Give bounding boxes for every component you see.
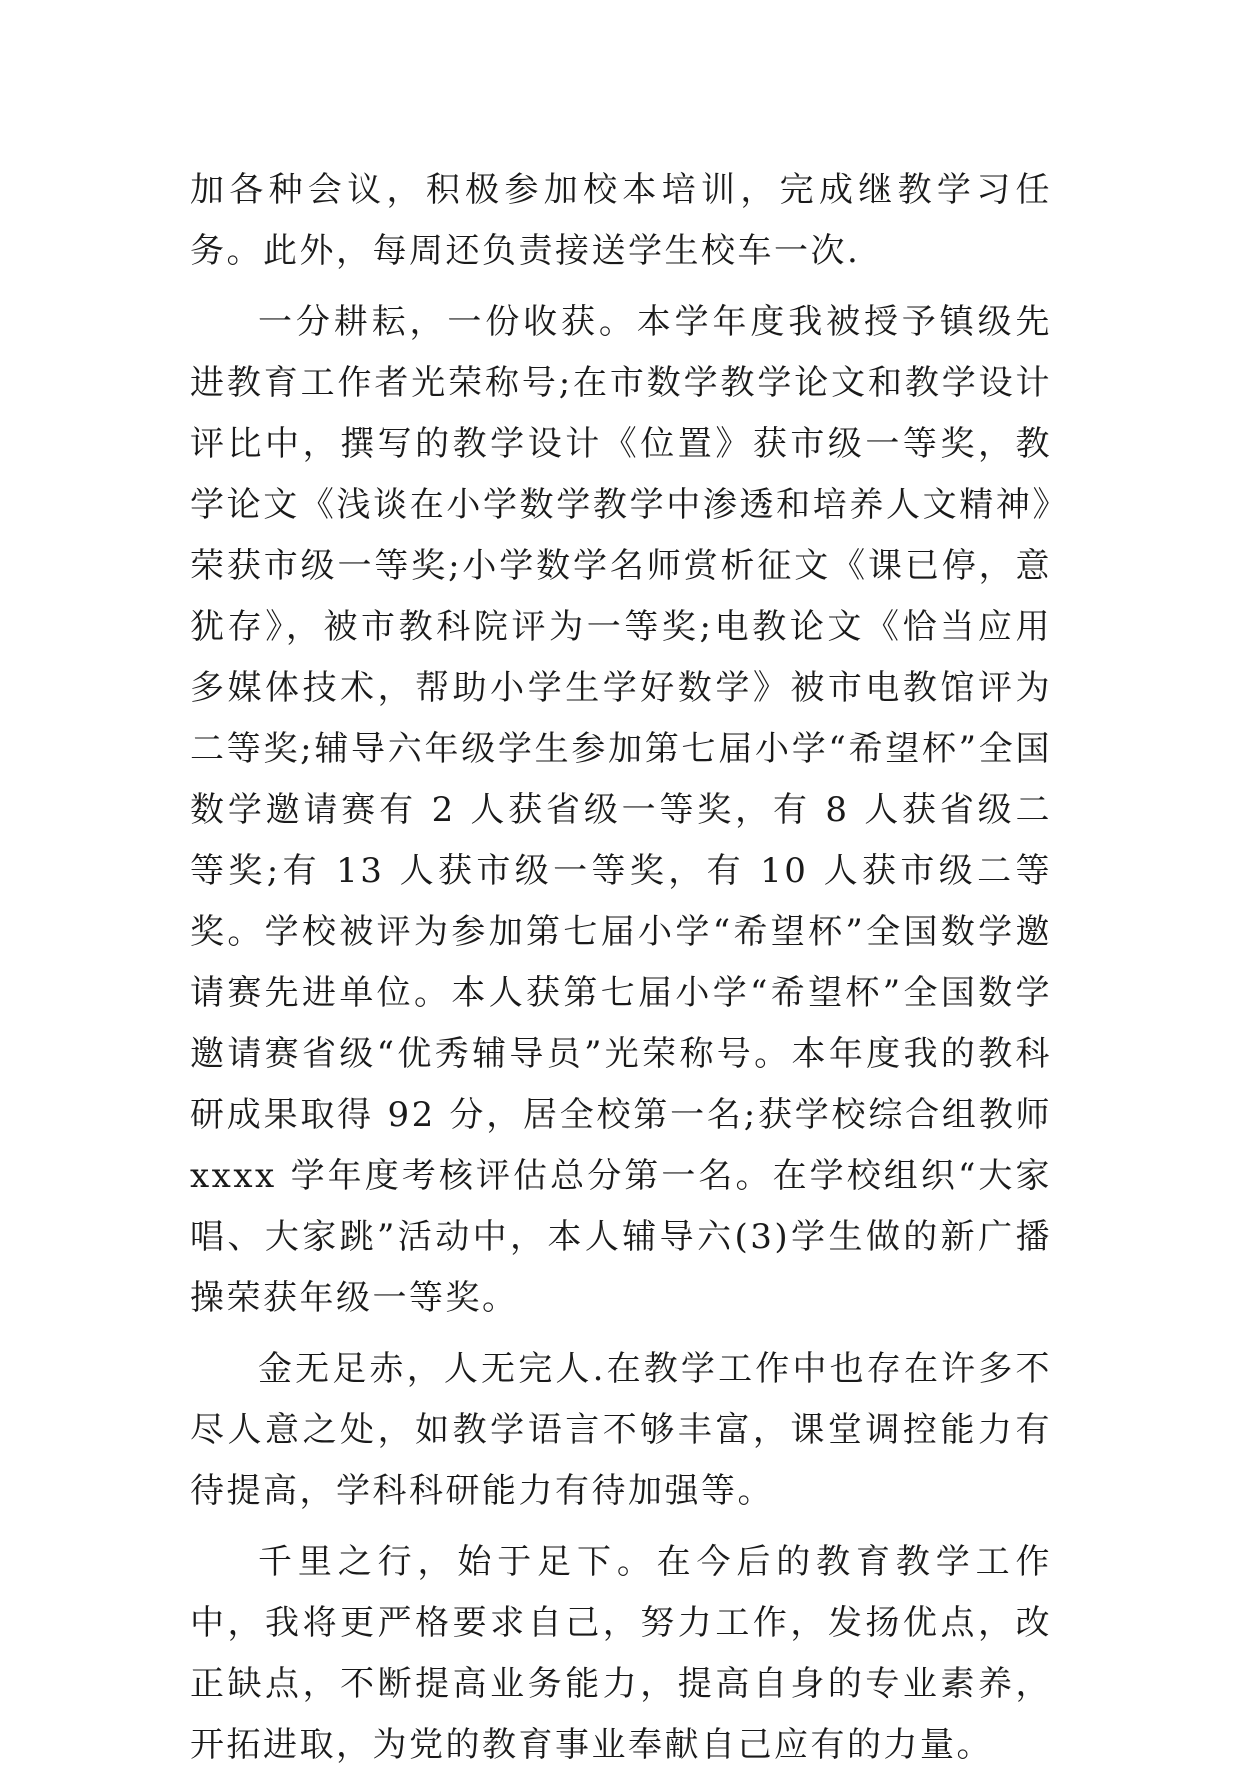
paragraph-continuation: 加各种会议，积极参加校本培训，完成继教学习任务。此外，每周还负责接送学生校车一次. (190, 170, 1052, 271)
paragraph-achievements: 一分耕耘，一份收获。本学年度我被授予镇级先进教育工作者光荣称号;在市数学教学论文和教学设计评比中，撰写的教学设计《位置》获市级一等奖，教学论文《浅谈在小学数学教学中渗透和培养人文精神》荣获市级一等奖;小学数学名师赏析征文《课已停，意犹存》，被市教科院评为一等奖;电教论文《恰当应用多媒体技术，帮助小学生学好数学》被市电教馆评为二等奖;辅导六年级学生参加第七届小学“希望杯”全国数学邀请赛有 2 人获省级一等奖，有 8 人获省级二等奖;有 13 人获市级一等奖，有 10 人获市级二等奖。学校被评为参加第七届小学“希望杯”全国数学邀请赛先进单位。本人获第七届小学“希望杯”全国数学邀请赛省级“优秀辅导员”光荣称号。本年度我的教科研成果取得 92 分，居全校第一名;获学校综合组教师 xxxx 学年度考核评估总分第一名。在学校组织“大家唱、大家跳”活动中，本人辅导六(3)学生做的新广播操荣获年级一等奖。 (190, 302, 1052, 1318)
document-body (190, 160, 1052, 1776)
paragraph-shortcomings: 金无足赤，人无完人.在教学工作中也存在许多不尽人意之处，如教学语言不够丰富，课堂调控能力有待提高，学科科研能力有待加强等。 (190, 1349, 1052, 1511)
paragraph-future-plans: 千里之行，始于足下。在今后的教育教学工作中，我将更严格要求自己，努力工作，发扬优点，改正缺点，不断提高业务能力，提高自身的专业素养，开拓进取，为党的教育事业奉献自己应有的力量。 (190, 1542, 1052, 1765)
